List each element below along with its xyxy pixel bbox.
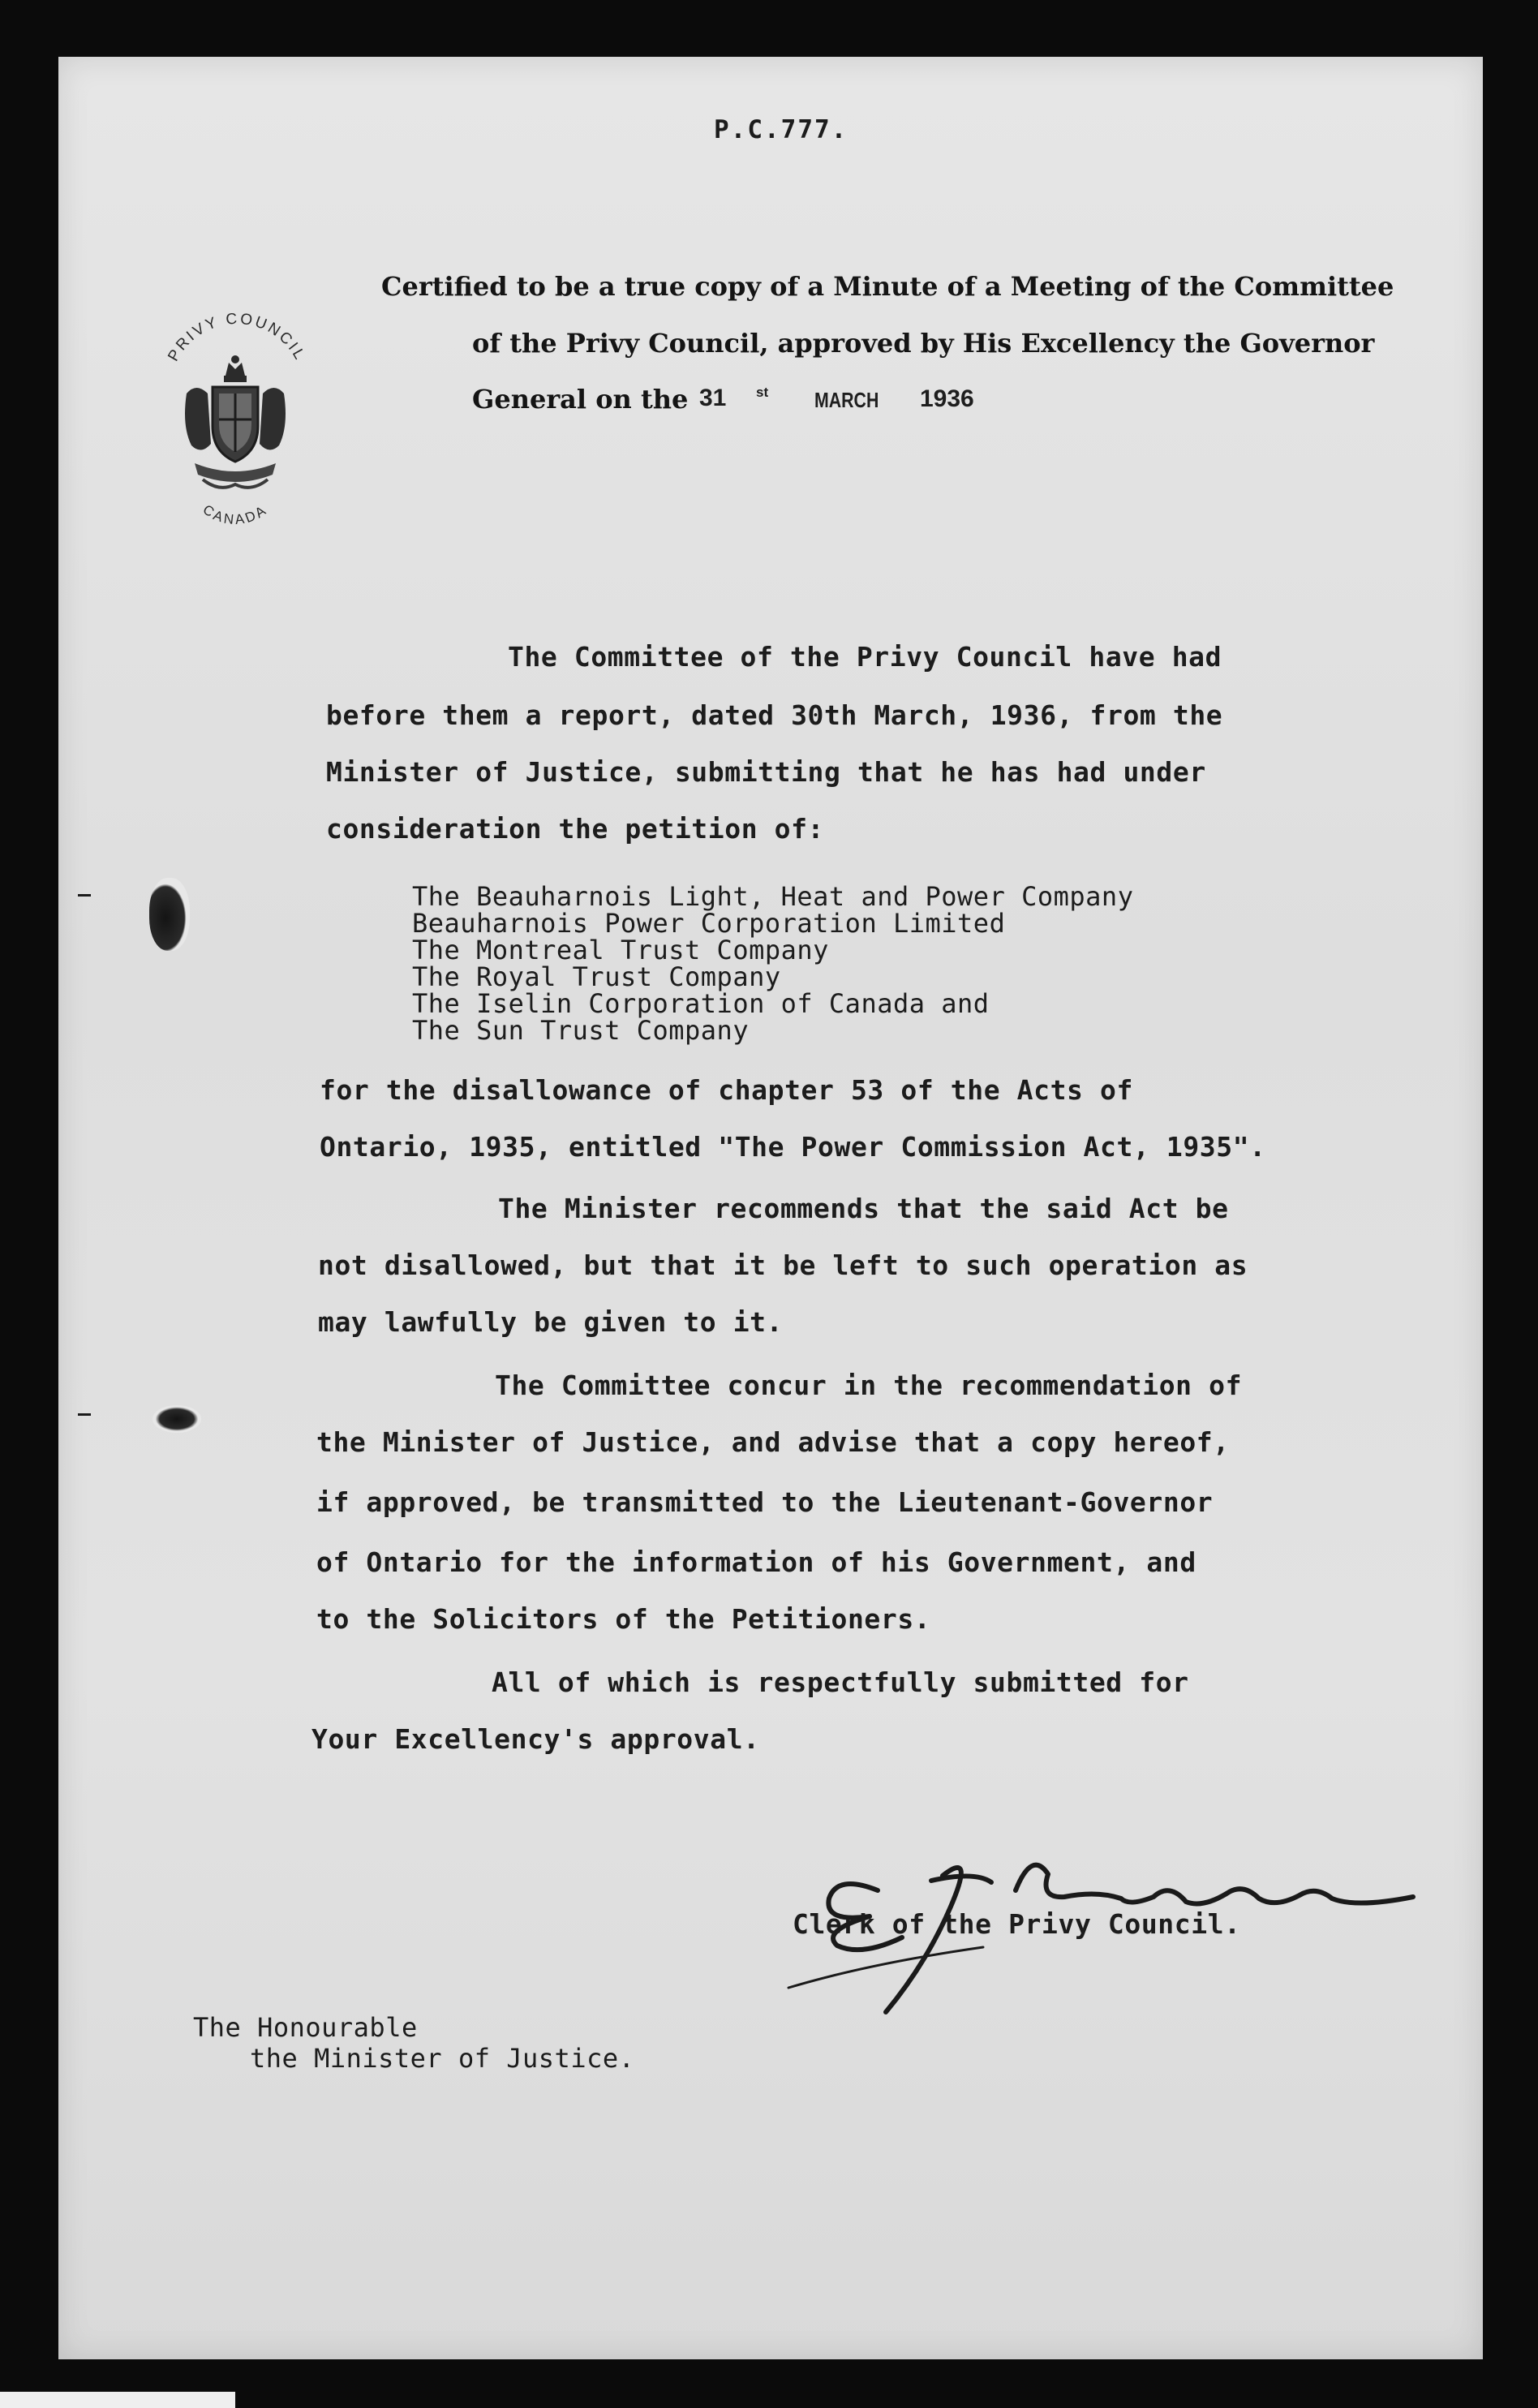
certification-line-2: of the Privy Council, approved by His Excellency the Governor xyxy=(472,328,1375,359)
petitioner-item: The Montreal Trust Company xyxy=(412,935,829,965)
date-suffix: st xyxy=(756,385,769,400)
body-line: to the Solicitors of the Petitioners. xyxy=(316,1603,931,1635)
seal-top-text: PRIVY COUNCIL xyxy=(165,310,309,365)
body-line: The Minister recommends that the said Act be xyxy=(498,1193,1229,1224)
signature-title: Clerk of the Privy Council. xyxy=(793,1908,1241,1940)
margin-tick-mark xyxy=(78,894,91,897)
petitioner-item: Beauharnois Power Corporation Limited xyxy=(412,908,1006,939)
date-year: 1936 xyxy=(920,385,974,412)
seal-bottom-text: CANADA xyxy=(200,501,271,528)
date-month: MARCH xyxy=(814,388,879,412)
petitioner-item: The Beauharnois Light, Heat and Power Company xyxy=(412,881,1134,912)
privy-council-seal-icon xyxy=(154,272,316,531)
body-line: of Ontario for the information of his Government, and xyxy=(316,1546,1196,1578)
body-line: not disallowed, but that it be left to such operation as xyxy=(318,1249,1248,1281)
body-line: before them a report, dated 30th March, 1936, from the xyxy=(326,699,1223,731)
addressee-line-1: The Honourable xyxy=(193,2012,418,2043)
body-line: the Minister of Justice, and advise that a copy hereof, xyxy=(316,1426,1230,1458)
petitioner-item: The Sun Trust Company xyxy=(412,1015,750,1046)
body-line: All of which is respectfully submitted for xyxy=(492,1666,1189,1698)
petitioner-item: The Royal Trust Company xyxy=(412,961,781,992)
body-line: The Committee of the Privy Council have had xyxy=(508,641,1222,673)
body-line: if approved, be transmitted to the Lieutenant-Governor xyxy=(316,1486,1214,1518)
margin-tick-mark xyxy=(78,1413,91,1416)
order-number: P.C.777. xyxy=(714,115,848,144)
addressee-line-2: the Minister of Justice. xyxy=(250,2043,635,2074)
body-line: Your Excellency's approval. xyxy=(311,1723,760,1755)
date-day: 31 xyxy=(699,385,727,411)
scanner-edge-strip xyxy=(0,2392,235,2408)
body-line: consideration the petition of: xyxy=(326,813,825,845)
svg-text:CANADA xyxy=(200,501,271,527)
body-line: for the disallowance of chapter 53 of the Acts of xyxy=(320,1074,1133,1106)
body-line: The Committee concur in the recommendation of xyxy=(495,1370,1243,1401)
body-line: Ontario, 1935, entitled "The Power Commission Act, 1935". xyxy=(320,1131,1266,1163)
body-line: may lawfully be given to it. xyxy=(318,1306,784,1338)
certification-line-3: General on the xyxy=(472,384,689,415)
punch-hole-mark xyxy=(149,878,190,951)
certification-line-1: Certified to be a true copy of a Minute of a Meeting of the Committee xyxy=(381,271,1394,302)
punch-hole-mark xyxy=(153,1405,201,1433)
body-line: Minister of Justice, submitting that he has had under xyxy=(326,756,1206,788)
document-page xyxy=(58,57,1483,2359)
petitioner-item: The Iselin Corporation of Canada and xyxy=(412,988,990,1019)
